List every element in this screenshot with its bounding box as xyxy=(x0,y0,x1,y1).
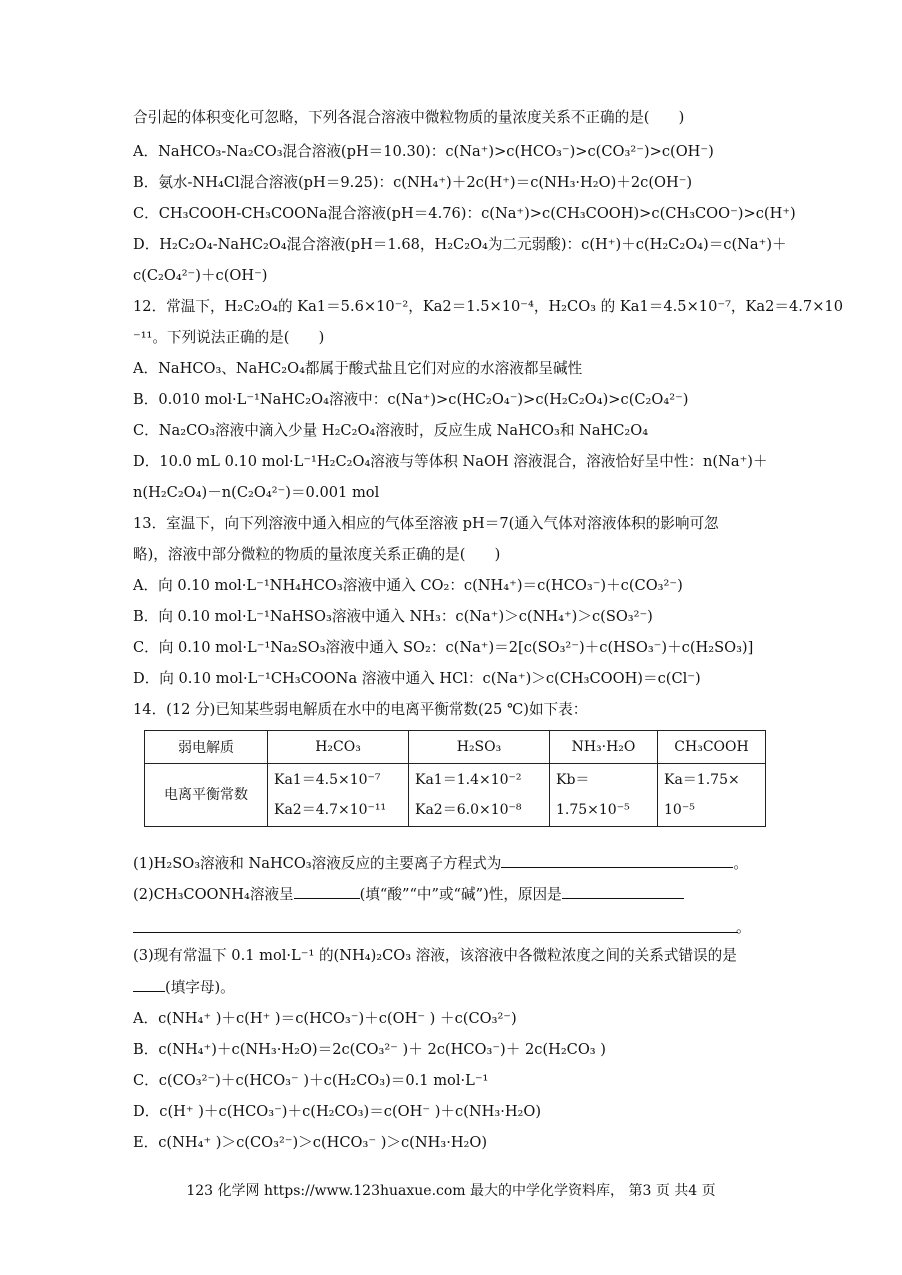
answer-blank[interactable] xyxy=(501,853,733,868)
option-line: C．CH₃COOH-CH₃COONa混合溶液(pH＝4.76)：c(Na⁺)>c(CH₃COOH)>c(CH₃COO⁻)>c(H⁺) xyxy=(133,205,796,222)
option-line: D．c(H⁺ )＋c(HCO₃⁻)＋c(H₂CO₃)＝c(OH⁻ )＋c(NH₃·H₂O) xyxy=(133,1103,542,1120)
ionization-constants-table xyxy=(144,730,766,827)
cell-line: Ka1＝1.4×10⁻² xyxy=(415,772,522,788)
option-line: B．0.010 mol·L⁻¹NaHC₂O₄溶液中：c(Na⁺)>c(HC₂O₄⁻)>c(H₂C₂O₄)>c(C₂O₄²⁻) xyxy=(133,391,689,408)
option-line: D．H₂C₂O₄-NaHC₂O₄混合溶液(pH＝1.68，H₂C₂O₄为二元弱酸)：c(H⁺)＋c(H₂C₂O₄)＝c(Na⁺)＋ xyxy=(133,236,787,253)
cell-line: Ka＝1.75× xyxy=(664,772,740,788)
text-line: c(C₂O₄²⁻)＋c(OH⁻) xyxy=(133,267,268,284)
option-line: A．NaHCO₃、NaHC₂O₄都属于酸式盐且它们对应的水溶液都呈碱性 xyxy=(133,360,583,377)
option-line: C．c(CO₃²⁻)＋c(HCO₃⁻ )＋c(H₂CO₃)＝0.1 mol·L⁻¹ xyxy=(133,1072,489,1089)
table-row xyxy=(145,764,766,827)
text-line: 合引起的体积变化可忽略，下列各混合溶液中微粒物质的量浓度关系不正确的是( ) xyxy=(133,109,685,126)
table-cell xyxy=(409,764,550,827)
option-line: B．氨水-NH₄Cl混合溶液(pH＝9.25)：c(NH₄⁺)＋2c(H⁺)＝c(NH₃·H₂O)＋2c(OH⁻) xyxy=(133,174,693,191)
cell-line: Ka1＝4.5×10⁻⁷ xyxy=(274,772,381,788)
option-line: C．Na₂CO₃溶液中滴入少量 H₂C₂O₄溶液时，反应生成 NaHCO₃和 NaHC₂O₄ xyxy=(133,422,649,439)
answer-blank[interactable] xyxy=(133,977,165,992)
table-header-cell: H₂CO₃ xyxy=(268,731,409,764)
q2-text-a: (2)CH₃COONH₄溶液呈 xyxy=(133,886,294,903)
q3-text-b: (填字母)。 xyxy=(165,979,235,996)
answer-blank[interactable] xyxy=(294,884,360,899)
option-line: A．向 0.10 mol·L⁻¹NH₄HCO₃溶液中通入 CO₂：c(NH₄⁺)＝c(HCO₃⁻)＋c(CO₃²⁻) xyxy=(133,577,683,594)
table-header-row xyxy=(145,731,766,764)
q2-text-b: (填“酸”“中”或“碱”)性，原因是 xyxy=(359,886,562,903)
text-line: n(H₂C₂O₄)－n(C₂O₄²⁻)＝0.001 mol xyxy=(133,484,380,501)
table-row-label: 电离平衡常数 xyxy=(145,764,268,827)
page-footer: 123 化学网 https://www.123huaxue.com 最大的中学化学资料库， 第3 页 共4 页 xyxy=(186,1183,716,1199)
table-header-cell: 弱电解质 xyxy=(145,731,268,764)
cell-line: 10⁻⁵ xyxy=(664,802,695,818)
cell-line: Ka2＝4.7×10⁻¹¹ xyxy=(274,802,387,818)
question-13: 13．室温下，向下列溶液中通入相应的气体至溶液 pH＝7(通入气体对溶液体积的影响可忽 xyxy=(133,515,719,532)
question-14-3-cont xyxy=(133,977,235,998)
option-line: C．向 0.10 mol·L⁻¹Na₂SO₃溶液中通入 SO₂：c(Na⁺)＝2[c(SO₃²⁻)＋c(HSO₃⁻)＋c(H₂SO₃)] xyxy=(133,639,754,656)
option-line: D．10.0 mL 0.10 mol·L⁻¹H₂C₂O₄溶液与等体积 NaOH 溶液混合，溶液恰好呈中性：n(Na⁺)＋ xyxy=(133,453,768,470)
option-line: B．c(NH₄⁺)＋c(NH₃·H₂O)＝2c(CO₃²⁻ )＋ 2c(HCO₃⁻)＋ 2c(H₂CO₃ ) xyxy=(133,1041,606,1058)
table-header-cell: NH₃·H₂O xyxy=(550,731,658,764)
cell-line: Ka2＝6.0×10⁻⁸ xyxy=(415,802,522,818)
table-cell xyxy=(268,764,409,827)
table-header-cell: CH₃COOH xyxy=(658,731,766,764)
text-line: ⁻¹¹。下列说法正确的是( ) xyxy=(133,329,325,346)
table-cell xyxy=(658,764,766,827)
option-line: A．NaHCO₃-Na₂CO₃混合溶液(pH＝10.30)：c(Na⁺)>c(HCO₃⁻)>c(CO₃²⁻)>c(OH⁻) xyxy=(133,143,714,160)
table-cell xyxy=(550,764,658,827)
option-line: E．c(NH₄⁺ )＞c(CO₃²⁻)＞c(HCO₃⁻ )＞c(NH₃·H₂O) xyxy=(133,1134,488,1151)
text-line: 略)，溶液中部分微粒的物质的量浓度关系正确的是( ) xyxy=(133,546,501,563)
answer-blank[interactable] xyxy=(562,884,684,899)
answer-blank-full-line[interactable] xyxy=(133,932,738,933)
question-14-3: (3)现有常温下 0.1 mol·L⁻¹ 的(NH₄)₂CO₃ 溶液，该溶液中各微粒浓度之间的关系式错误的是 xyxy=(133,947,737,964)
cell-line: 1.75×10⁻⁵ xyxy=(556,802,630,818)
table-header-cell: H₂SO₃ xyxy=(409,731,550,764)
question-14: 14．(12 分)已知某些弱电解质在水中的电离平衡常数(25 ℃)如下表： xyxy=(133,701,588,718)
cell-line: Kb＝ xyxy=(556,772,590,788)
option-line: D．向 0.10 mol·L⁻¹CH₃COONa 溶液中通入 HCl：c(Na⁺)＞c(CH₃COOH)＝c(Cl⁻) xyxy=(133,670,701,687)
q2-end: 。 xyxy=(736,918,752,936)
question-14-2 xyxy=(133,884,684,905)
question-14-1 xyxy=(133,853,748,874)
q1-text: (1)H₂SO₃溶液和 NaHCO₃溶液反应的主要离子方程式为 xyxy=(133,855,502,872)
option-line: A．c(NH₄⁺ )＋c(H⁺ )＝c(HCO₃⁻)＋c(OH⁻ ) ＋c(CO₃²⁻) xyxy=(133,1010,517,1027)
option-line: B．向 0.10 mol·L⁻¹NaHSO₃溶液中通入 NH₃：c(Na⁺)＞c(NH₄⁺)＞c(SO₃²⁻) xyxy=(133,608,653,625)
q1-end: 。 xyxy=(733,855,748,872)
question-12: 12．常温下，H₂C₂O₄的 Ka1＝5.6×10⁻²，Ka2＝1.5×10⁻⁴，H₂CO₃ 的 Ka1＝4.5×10⁻⁷，Ka2＝4.7×10 xyxy=(133,298,844,315)
